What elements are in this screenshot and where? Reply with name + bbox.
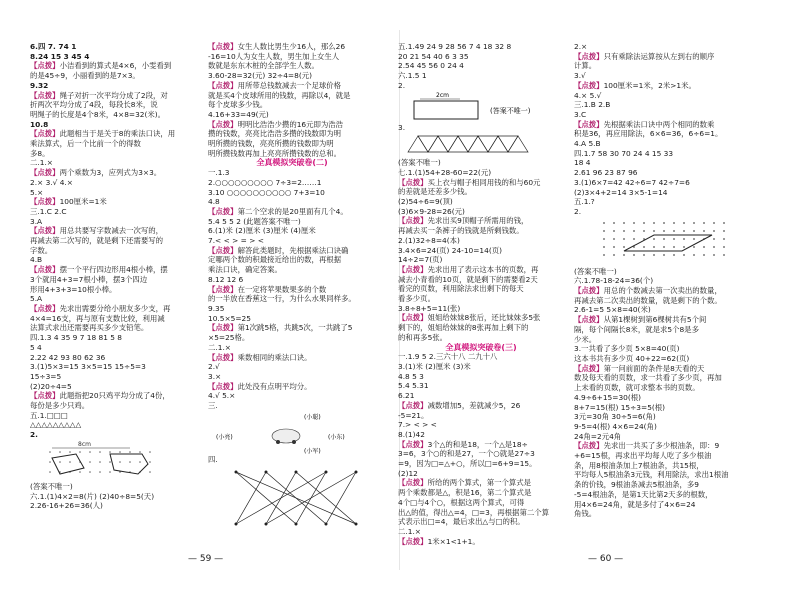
answer-line: 条，用8根油条加上7根油条，共15根， <box>574 460 704 470</box>
answer-line: 多8。 <box>30 148 50 158</box>
answer-line: 五.1.? <box>574 197 595 207</box>
column-3b-lines <box>398 168 564 343</box>
answer-line: 【点拨】先根据乘法口诀中两个相同的数乘 <box>574 119 715 129</box>
answer-line: 数就是东东木桩的全部学生人数。 <box>208 61 319 71</box>
answer-line: 8.12 12 6 <box>208 274 244 284</box>
tip-label: 【点拨】 <box>208 245 238 255</box>
answer-line: (2)12 <box>398 468 418 478</box>
tip-label: 【点拨】 <box>208 119 238 129</box>
tip-label: 【点拨】 <box>208 42 238 51</box>
answer-line: 每份是多少只鸡。 <box>30 401 90 411</box>
tip-label: 【点拨】 <box>30 197 60 207</box>
tip-label: 【点拨】 <box>574 51 604 61</box>
section-title-3: 全真模拟突破卷(三) <box>445 342 517 352</box>
answer-line: 【点拨】第一问前面的条件是8天看的天 <box>574 363 705 373</box>
answer-line: 9-5=4(根) 4×6=24(角) <box>574 421 657 431</box>
answer-line: 3.(1)5×3=15 3×5=15 15÷5=3 <box>30 362 146 372</box>
tip-label: 【点拨】 <box>574 363 604 373</box>
answer-line: 【点拨】3个△的和是18，一个△是18÷ <box>398 439 528 449</box>
column-2-tail <box>208 455 376 465</box>
answer-line: 积是36，再应用除法，6×6=36，6÷6=1。 <box>574 129 723 139</box>
answer-line: 四.1.3 4 35 9 7 18 81 5 8 <box>30 333 123 343</box>
answer-line: 4×4=16支，再与原有支数比较，利用减 <box>30 313 165 323</box>
answer-line: 【点拨】所给的两个算式，第一个算式是 <box>398 478 532 488</box>
tip-label: 【点拨】 <box>208 323 238 333</box>
answer-line: 2.× 3.√ 4.× <box>30 177 73 187</box>
answer-line: 3.60-28=32(元) 32÷4=8(元) <box>208 71 312 81</box>
answer-line: 这本书共有多少页 40+22=62(页) <box>574 353 690 363</box>
answer-line: 上未看的页数，就可求整本书的页数。 <box>574 383 700 393</box>
label-xiaojun: (小军) <box>304 447 321 455</box>
answer-line: 【点拨】买上衣与帽子相同用钱的和与60元 <box>398 177 541 187</box>
column-2b-lines <box>208 168 376 411</box>
answer-line: 【点拨】先求出一共买了多少根油条，即：9 <box>574 441 720 451</box>
column-4 <box>574 42 754 519</box>
answer-line: 减去小青看的10页，就是剩下的需要看2天 <box>398 274 538 284</box>
answer-line: -5=21。 <box>398 410 429 420</box>
answer-line: 3.√ <box>574 71 586 81</box>
answer-line: 【点拨】明明比浩浩少攒的16元即为浩浩 <box>208 119 344 129</box>
answer-line: 【点拨】先求出用了表示这本书的页数，再 <box>398 264 539 274</box>
answer-line: 2.× <box>574 42 588 51</box>
answer-line: 一.1.9 5 2.三六十八 二九十八 <box>398 352 498 362</box>
answer-line: 2.√ <box>208 362 220 372</box>
answer-line: 六.1.(1)4×2=8(片) (2)40÷8=5(天) <box>30 491 155 501</box>
answer-line: 5 4 <box>30 342 42 352</box>
answer-line: 角钱。 <box>574 509 597 519</box>
answer-line: 二.1.× <box>398 526 421 536</box>
answer-line: 条的价钱，9根油条减去5根油条，多9 <box>574 480 699 490</box>
tip-label: 【点拨】 <box>398 478 428 488</box>
answer-line: 14÷2=7(页) <box>398 255 443 265</box>
answer-line: ×5=25格。 <box>208 333 250 343</box>
answer-line: 少米。 <box>574 334 597 344</box>
answer-line: 明绳子的长度是4个8米，4×8=32(米)。 <box>30 109 166 119</box>
answer-line: 4.B <box>30 255 43 265</box>
answer-line: 的是45÷9，小丽看到的是7×3。 <box>30 71 140 81</box>
tip-label: 【点拨】 <box>208 352 238 362</box>
answer-line: 再减去买一条裤子的钱就是所剩钱数。 <box>398 226 524 236</box>
answer-line: 6.四 7. 74 1 <box>30 42 77 51</box>
tip-label: 【点拨】 <box>574 286 604 296</box>
triangle-pattern <box>408 136 528 152</box>
answer-line: 3.10 ○○○○○○○○○○ 7+3=10 <box>208 187 325 197</box>
parallelogram-drawing-figure <box>594 217 744 267</box>
label-xiaocong: (小聪) <box>304 413 321 421</box>
answer-line: 出△的值，得出△=4，□=3，再根据第二个算 <box>398 507 550 517</box>
answer-line: 2.54 45 56 0 24 4 <box>398 61 464 71</box>
answer-line: 的和再多5张。 <box>398 332 448 342</box>
answer-line: 二.1.× <box>30 158 53 168</box>
answer-line: (2)3×4+2=14 3×5-1=14 <box>574 187 668 197</box>
answer-line: 18 4 <box>574 158 591 168</box>
answer-line: 5.A <box>30 294 43 304</box>
answer-line: 折两次平均分成了4段，每段长8米，说 <box>30 100 158 110</box>
answer-line: 【点拨】此题指把20只鸡平均分成了4份， <box>30 391 170 401</box>
answer-line: 【点拨】此题相当于是关于8的乘法口诀，用 <box>30 129 176 139</box>
answer-line: 看多少页。 <box>398 294 435 304</box>
answer-line: 【点拨】用所带总钱数减去一个足球价格 <box>208 80 342 90</box>
page-number-left: — 59 — <box>188 554 224 564</box>
answer-line: 2.(1)32÷8=4(本) <box>398 235 460 245</box>
column-1-tail <box>30 492 192 511</box>
answer-line: 数及每天看的页数，求一共看了多少页，再加 <box>574 373 722 383</box>
answer-line: -16=10人为女生人数，男生加上女生人 <box>208 51 340 61</box>
answer-line: 两个乘数都是△，积是16，第二个算式是 <box>398 488 532 498</box>
answer-line: 3=6，3个○的和是27，一个○就是27÷3 <box>398 449 535 459</box>
answer-line: 三. <box>208 401 218 411</box>
answer-line: 明所攒钱数再加上亮亮所攒钱数的总和。 <box>208 148 342 158</box>
answer-line: 10.5×5=25 <box>208 313 251 323</box>
answer-line: 【点拨】先求出买9顶帽子所需用的钱， <box>398 216 529 226</box>
answer-line: 4.A 5.B <box>574 139 601 149</box>
answer-line: (3)6×9-28=26(元) <box>398 206 465 216</box>
tip-label: 【点拨】 <box>30 129 60 139</box>
answer-line: 字数。 <box>30 245 53 255</box>
tip-label: 【点拨】 <box>30 391 60 401</box>
answer-line: 五.1.□□□ <box>30 410 68 420</box>
answer-line: +6=15根，再求出平均每人吃了多少根油 <box>574 451 712 461</box>
answer-line: 【点拨】用总的个数减去第一次卖出的数量， <box>574 286 722 296</box>
answer-line: 形用4+3+3=10根小棒。 <box>30 284 117 294</box>
answer-line: 【点拨】从第1棵树到第6棵树共有5个间 <box>574 315 707 325</box>
connection-lines <box>236 472 356 524</box>
answer-line: 定哪两个数的积最接近给出的数，再根据 <box>208 255 342 265</box>
answer-line: 2.22 42 93 80 62 36 <box>30 352 106 362</box>
answer-line: 3.A <box>30 216 43 226</box>
tip-label: 【点拨】 <box>30 265 60 275</box>
answer-line: 【点拨】小洁看到的算式是4×6，小雯看到 <box>30 61 172 71</box>
answer-line: 【点拨】先求出需要分给小朋友多少支，再 <box>30 303 171 313</box>
answer-line: 5.× <box>30 187 44 197</box>
tip-label: 【点拨】 <box>398 439 428 449</box>
tip-label: 【点拨】 <box>30 61 60 71</box>
tip-label: 【点拨】 <box>398 313 428 323</box>
answer-line: 七.1.(1)54+28-60=22(元) <box>398 167 492 177</box>
answer-line: 4.√ 5.× <box>208 391 236 401</box>
answer-line: 3.8÷8+5=11(张) <box>398 303 461 313</box>
answer-line: 【点拨】100厘米=1米，2米>1米。 <box>574 80 696 90</box>
answer-line: 9.35 <box>208 303 225 313</box>
quadrilateral-shape <box>52 454 84 474</box>
answer-line: 8+7=15(根) 15÷3=5(根) <box>574 402 666 412</box>
answer-line: 5.4 5.31 <box>398 381 429 391</box>
answer-line: =9，因为□=△+○，所以□=6+9=15。 <box>398 459 537 469</box>
answer-line: 10.8 <box>30 119 49 129</box>
answer-line: 【点拨】1米×1<1+1。 <box>398 536 480 546</box>
answer-line: 4.8 5 3 <box>398 371 424 381</box>
tip-label: 【点拨】 <box>398 216 428 226</box>
answer-line: 再减去第二次卖出的数量，就是剩下的个数。 <box>574 295 722 305</box>
tip-label: 【点拨】 <box>398 536 428 546</box>
answer-line: 的差就是还差多少钱。 <box>398 187 472 197</box>
tip-label: 【点拨】 <box>574 315 604 325</box>
answer-line: 计算。 <box>574 61 597 71</box>
answer-line: 就是买4个皮球所用的钱数，再除以4，就是 <box>208 90 351 100</box>
answer-line: 3.(1)米 (2)厘米 (3)米 <box>398 361 471 371</box>
answer-line: 4.9÷6+15=30(根) <box>574 392 641 402</box>
answer-line: 剩下的，姐姐给妹妹的8张再加上剩下的 <box>398 323 529 333</box>
answer-line: 五.1.49 24 9 28 56 7 4 18 32 8 <box>398 42 512 51</box>
tip-label: 【点拨】 <box>208 381 238 391</box>
answer-line: 明所攒的钱数，亮亮所攒的钱数即为明 <box>208 139 334 149</box>
answer-line: 3.× <box>208 371 222 381</box>
answer-line: 乘法口诀，确定答案。 <box>208 265 282 275</box>
column-3c-lines <box>398 352 564 546</box>
tip-label: 【点拨】 <box>574 119 604 129</box>
answer-line: 看完的页数，利用除法求出剩下的每天 <box>398 284 524 294</box>
answer-line: 【点拨】第二个空求的是20里面有几个4。 <box>208 206 348 216</box>
answer-line: 的一半放在香蕉这一行，为什么水果同样多。 <box>208 294 356 304</box>
answer-line: -5=4根油条，是第1天比第2天多的根数， <box>574 489 713 499</box>
answer-line: 式表示出□=4，最后求出△与□的积。 <box>398 517 525 527</box>
answer-line: 3.(1)6×7=42 42÷6=7 42÷7=6 <box>574 177 690 187</box>
tip-label: 【点拨】 <box>208 206 238 216</box>
answer-line: 二.1.× <box>208 342 231 352</box>
figure-note-4: (答案不唯一) <box>574 266 617 276</box>
rectangle-drawing-figure <box>398 91 558 123</box>
page-number-right: — 60 — <box>588 554 624 564</box>
answer-line: 9.32 <box>30 80 49 90</box>
answer-line: 3.一共看了多少页 5×8=40(页) <box>574 344 680 354</box>
figure-note: (答案不唯一) <box>30 481 73 491</box>
answer-line: 4.8 <box>208 197 220 207</box>
column-4-lines <box>574 42 754 217</box>
answer-line: 三.1.C 2.C <box>30 206 67 216</box>
answer-line: 【点拨】解答此类题时，先根据乘法口诀确 <box>208 245 349 255</box>
answer-line: 平均每人5根油条3元钱，利用除法，求出1根油 <box>574 470 729 480</box>
polygon-drawing-figure <box>30 440 190 482</box>
rectangle-shape <box>414 101 478 119</box>
tip-label: 【点拨】 <box>30 90 60 100</box>
answer-line: 24角=2元4角 <box>574 431 622 441</box>
answer-line: 15÷3=5 <box>30 371 62 381</box>
answer-line: 法算式求出还需要再买多少支铅笔。 <box>30 323 149 333</box>
answer-line: 【点拨】用总共要写字数减去一次写的， <box>30 226 164 236</box>
column-2-lines <box>208 42 376 158</box>
tip-label: 【点拨】 <box>398 264 428 274</box>
tip-label: 【点拨】 <box>30 303 60 313</box>
answer-line: 3.C <box>574 109 587 119</box>
tip-label: 【点拨】 <box>398 177 428 187</box>
tip-label: 【点拨】 <box>30 168 60 178</box>
answer-line: 2. <box>30 430 38 440</box>
answer-line: 乘法算式，后一个比前一个的得数 <box>30 139 141 149</box>
answer-line: 【点拨】只有乘除法运算按从左到右的顺序 <box>574 51 715 61</box>
figure-note-2: (答案不唯一) <box>490 106 531 115</box>
answer-line: 3元=30角 30÷5=6(角) <box>574 412 656 422</box>
answer-line: 【点拨】女生人数比男生少16人，那么26 <box>208 42 346 51</box>
column-1-lines <box>30 42 192 440</box>
answer-line: 4.16+33=49(元) <box>208 109 269 119</box>
answer-line: 2. <box>574 206 582 216</box>
answer-line: (2)20÷4=5 <box>30 381 72 391</box>
answer-line: 2.61 96 23 87 96 <box>574 168 638 178</box>
answer-line: 【点拨】在一定将苹果数果多的个数 <box>208 284 327 294</box>
answer-line: 【点拨】此处没有点明平均分。 <box>208 381 312 391</box>
answer-line: 6.21 <box>398 391 415 401</box>
answer-line: 【点拨】姐姐给妹妹8张后，还比妹妹多5张 <box>398 313 541 323</box>
answer-line: 用4×6=24角，就是多付了4×6=24 <box>574 499 696 509</box>
figure-scale-label-2: 2cm <box>436 91 449 99</box>
tip-label: 【点拨】 <box>208 80 238 90</box>
column-4b-lines <box>574 276 754 519</box>
matching-figure <box>208 411 376 455</box>
answer-line: 【点拨】绳子对折一次平均分成了2段，对 <box>30 90 168 100</box>
toy-car-icon <box>272 429 300 443</box>
answer-line: 【点拨】减数增加5，差就减少5，26 <box>398 400 521 410</box>
tip-label: 【点拨】 <box>30 226 60 236</box>
answer-line: 六.1.5 1 <box>398 71 427 81</box>
answer-line: 六.1.78-18-24=36(个) <box>574 276 654 286</box>
answer-line: 4个□与4个○，根据这两个算式，可得 <box>398 497 525 507</box>
answer-line: 7.< < > = > < <box>208 236 264 246</box>
answer-line: 【点拨】两个乘数为3，应列式为3×3。 <box>30 168 162 178</box>
answer-line: 3.4×6=24(页) 24-10=14(页) <box>398 245 502 255</box>
tip-label: 【点拨】 <box>574 441 604 451</box>
answer-line: 【点拨】第1次跳5格，共跳5次，一共跳了5 <box>208 323 353 333</box>
answer-line: 隔，每个间隔长8米，就是求5个8是多 <box>574 324 699 334</box>
answer-line: 一.1.3 <box>208 168 230 178</box>
answer-line: 2.26-16+26=36(人) <box>30 501 103 511</box>
section-title-2: 全真模拟突破卷(二) <box>256 158 328 168</box>
answer-line: 8.(1)42 <box>398 429 425 439</box>
answer-line: 四.1.7 58 30 70 24 4 15 33 <box>574 148 674 158</box>
answer-line: 四. <box>208 454 218 464</box>
answer-line: (2)54÷6=9(顶) <box>398 197 453 207</box>
figure-scale-label: 8cm <box>78 440 91 448</box>
answer-line: 5.4 5 5 2 (此题答案不唯一) <box>208 216 301 226</box>
line-connection-figure <box>226 464 376 532</box>
label-xiaoliang: (小亮) <box>216 433 233 441</box>
column-2 <box>208 42 376 532</box>
column-3-lines <box>398 42 564 91</box>
parallelogram-shape <box>624 235 712 251</box>
answer-line: 20 21 54 40 6 3 35 <box>398 51 469 61</box>
answer-line: 3个就用4+3=7根小棒，摆3个四边 <box>30 274 148 284</box>
answer-line: 攒的钱数，亮亮比浩浩多攒的钱数即为明 <box>208 129 342 139</box>
answer-line: 【点拨】摆一个平行四边形用4根小棒，摆 <box>30 265 168 275</box>
answer-line: 【点拨】100厘米=1米 <box>30 197 107 207</box>
tip-label: 【点拨】 <box>398 400 428 410</box>
answer-line: 再减去第二次写的，就是剩下还需要写的 <box>30 236 164 246</box>
answer-line: 7.> < > < <box>398 420 437 430</box>
answer-line: 6.(1)米 (2)厘米 (3)厘米 (4)厘米 <box>208 226 316 236</box>
tip-label: 【点拨】 <box>208 284 238 294</box>
answer-line: 2.6-1=5 5×8=40(米) <box>574 305 651 315</box>
answer-line: 2. <box>398 80 406 90</box>
answer-line: 2.○○○○○○○○○ 7÷3=2……1 <box>208 177 322 187</box>
pentagon-shape <box>110 454 148 474</box>
tip-label: 【点拨】 <box>574 80 604 90</box>
column-1 <box>30 42 192 511</box>
answer-line: 【点拨】乘数相同的乘法口诀。 <box>208 352 312 362</box>
label-xiaodong: (小东) <box>328 433 345 441</box>
triangle-pattern-figure <box>398 132 558 158</box>
figure-note-3: (答案不唯一) <box>398 158 441 168</box>
answer-line: 8.24 15 3 45 4 <box>30 51 90 61</box>
answer-line: 每个皮球多少钱。 <box>208 100 268 110</box>
column-3: 五.1.49 24 9 28 56 7 4 18 32 8 20 21 54 40 6 3 35 2.54 45 56 0 24 4 六.1.5 1 2. 2cm (答案不唯一) 3. (答案不唯一) 七.1.(1)54+28-60=22(元) 【点拨】买上衣与帽子相同用钱的和与60元 的差就是还差多少钱。 (2)54÷6=9(顶) (3)6×9-28=26(元) 【点拨】先求出买9顶帽子所需用的钱， 再减去买一条裤子的钱就是所剩钱数。 2.(1)32÷8=4(本) 3.4×6=24(页) 24-10=14(页) 14÷2=7(页) 【点拨】先求出用了表示这本书的页数，再 减去小青看的10页，就是剩下的需要看2天 看完的页数，利用除法求出剩下的每天 看多少页。 3.8÷8+5=11(张) 【点拨】姐姐给妹妹8张后，还比妹妹多5张 剩下的，姐姐给妹妹的8张再加上剩下的 的和再多5张。 全真模拟突破卷(三) 一.1.9 5 2.三六十八 二九十八 3.(1)米 (2)厘米 (3)米 4.8 5 3 5.4 5.31 6.21 【点拨】减数增加5，差就减少5，26 -5=21。 7.> < > < 8.(1)42 【点拨】3个△的和是18，一个△是18÷ 3=6，3个○的和是27，一个○就是27÷3 =9，因为□=△+○，所以□=6+9=15。 (2)12 【点拨】所给的两个算式，第一个算式是 两个乘数都是△，积是16，第二个算式是 4个□与4个○，根据这两个算式，可得 出△的值，得出△=4，□=3，再根据第二个算 式表示出□=4，最后求出△与□的积。 二.1.× 【点拨】1米×1<1+1。 <box>398 42 564 546</box>
answer-line: 三.1.B 2.B <box>574 100 611 110</box>
answer-line: △△△△△△△△△ <box>30 420 82 430</box>
answer-line: 4.× 5.√ <box>574 90 602 100</box>
